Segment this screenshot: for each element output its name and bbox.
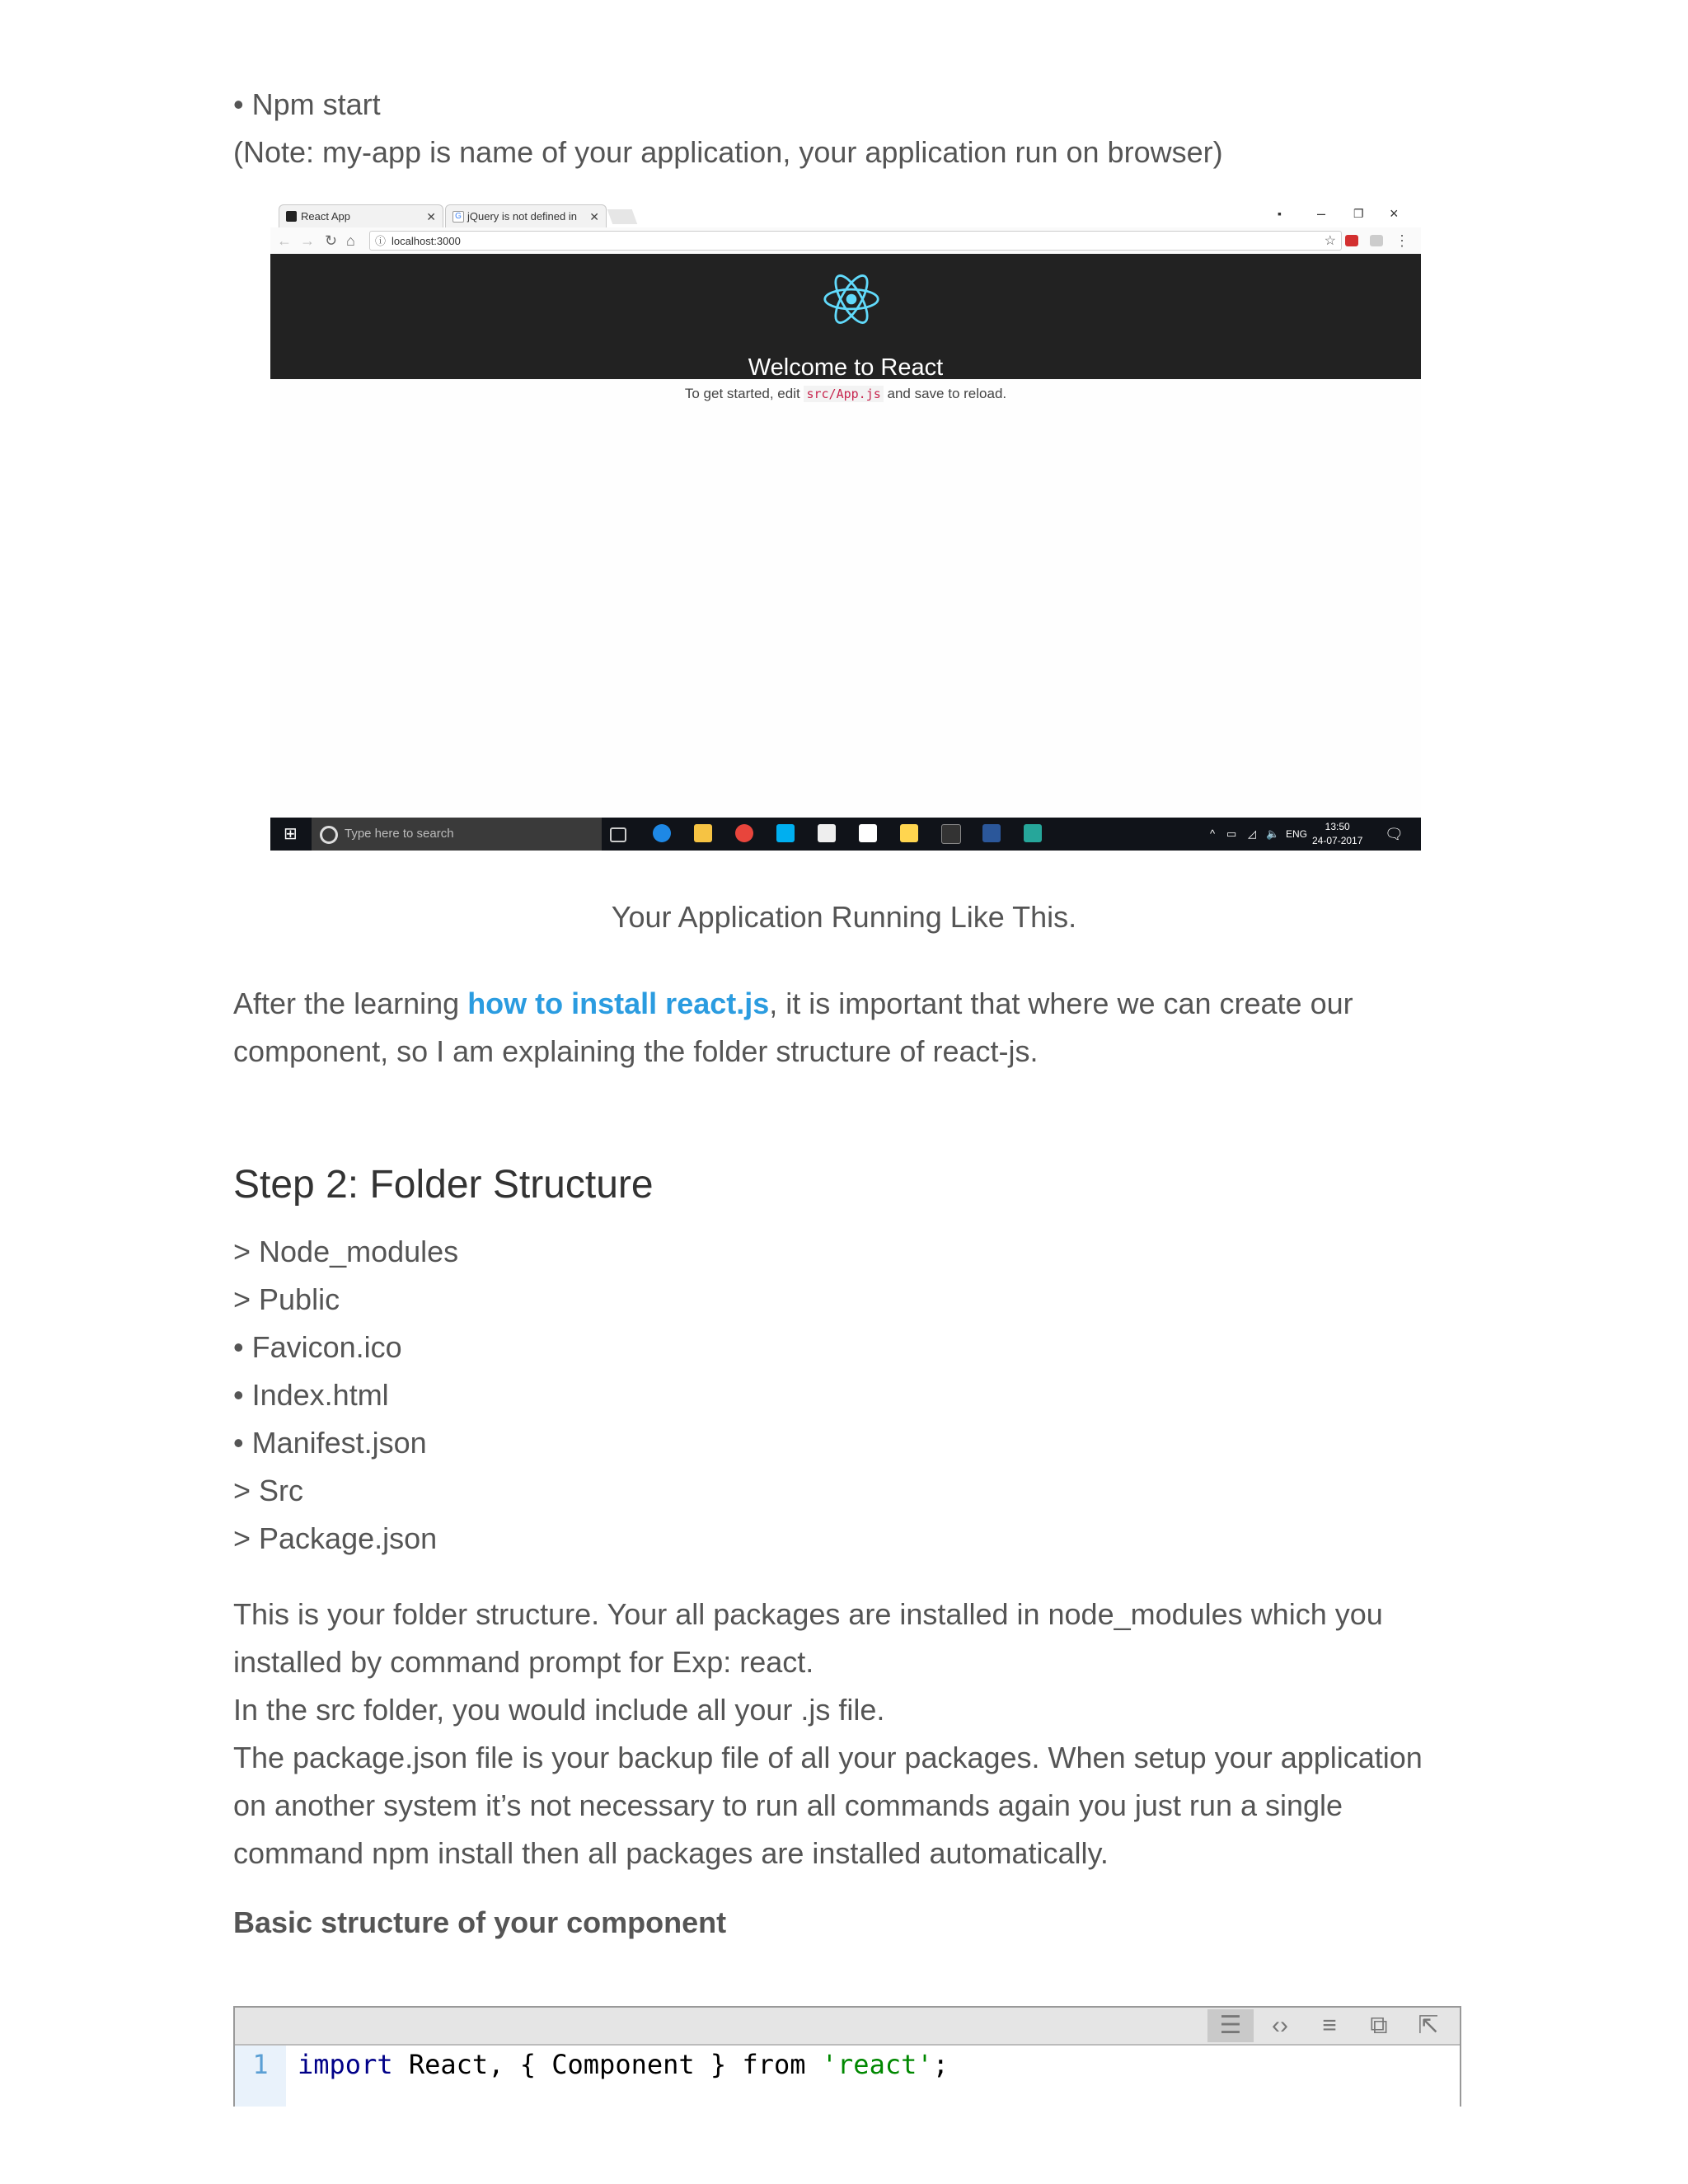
address-bar: [270, 227, 1421, 255]
screenshot-caption: Your Application Running Like This.: [611, 900, 1077, 934]
folder-item: > Node_modules: [233, 1235, 459, 1268]
clock-time: 13:50: [1325, 821, 1350, 832]
network-icon[interactable]: ▭: [1226, 827, 1237, 840]
react-favicon-icon: [286, 211, 297, 222]
code-token: from: [742, 2049, 806, 2080]
explanation-line: The package.json file is your backup file of all your packages. When setup your application on another system it’s not necessary to run all commands again you just run a single command npm install then all packages are installed automatically.: [233, 1741, 1423, 1870]
browser-tab-jquery[interactable]: [445, 204, 607, 227]
app-note: (Note: my-app is name of your application, your application run on browser): [233, 135, 1223, 169]
windows-start-icon[interactable]: ⊞: [284, 825, 298, 843]
wrap-lines-icon[interactable]: ≡: [1322, 2012, 1337, 2039]
minimize-icon[interactable]: –: [1317, 205, 1326, 222]
after-install-paragraph: [233, 980, 1453, 1076]
folder-item: > Public: [233, 1282, 340, 1316]
folder-item: > Package.json: [233, 1521, 438, 1555]
extension-icon[interactable]: [1370, 235, 1383, 246]
tab-title: React App: [301, 210, 350, 223]
copy-icon[interactable]: ⧉: [1370, 2012, 1388, 2039]
after-text-rest: , it is important that where we can create our component, so I am explaining the folder structure of react-js.: [233, 987, 1353, 1068]
intro-after: and save to reload.: [887, 386, 1007, 401]
npm-start-bullet: • Npm start: [233, 87, 381, 121]
browser-tab-bar: [270, 199, 1421, 227]
app-intro-text: [270, 386, 1421, 402]
google-favicon-icon: G: [452, 211, 464, 223]
mail-icon[interactable]: [859, 824, 877, 842]
cortana-icon: [320, 826, 338, 844]
info-icon: ⓘ: [375, 235, 387, 247]
close-icon[interactable]: ✕: [426, 210, 436, 223]
toggle-lines-icon[interactable]: ☰: [1207, 2009, 1254, 2042]
back-arrow-icon[interactable]: ←: [277, 232, 292, 249]
taskbar-search[interactable]: [312, 818, 602, 851]
close-icon[interactable]: ✕: [589, 210, 599, 223]
forward-arrow-icon[interactable]: →: [300, 232, 315, 249]
welcome-heading: Welcome to React: [748, 354, 944, 381]
reload-icon[interactable]: ↻: [325, 232, 338, 249]
tab-title: jQuery is not defined in: [467, 210, 577, 223]
folder-item: > Src: [233, 1474, 304, 1507]
browser-tab-react-app[interactable]: [279, 204, 443, 227]
line-number: 1: [235, 2046, 286, 2107]
store-icon[interactable]: [818, 824, 836, 842]
code-token: 'react': [821, 2049, 933, 2080]
code-toolbar: [235, 2008, 1460, 2046]
home-icon[interactable]: ⌂: [346, 232, 355, 249]
tray-chevron-icon[interactable]: ^: [1210, 827, 1216, 840]
file-explorer-icon[interactable]: [694, 824, 712, 842]
code-token: import: [298, 2049, 393, 2080]
wifi-icon[interactable]: ◿: [1248, 827, 1256, 840]
step2-heading: Step 2: Folder Structure: [233, 1163, 654, 1207]
clock-date: 24-07-2017: [1312, 835, 1363, 846]
taskbar-clock[interactable]: [1312, 820, 1362, 848]
folder-item: • Favicon.ico: [233, 1330, 402, 1364]
react-app-header: [270, 254, 1421, 379]
word-icon[interactable]: [982, 824, 1001, 842]
skype-icon[interactable]: [776, 824, 795, 842]
react-logo-icon: [823, 270, 880, 328]
bookmark-star-icon[interactable]: ☆: [1324, 234, 1336, 248]
folder-explanation: [233, 1591, 1453, 1877]
code-token: React, { Component }: [392, 2049, 743, 2080]
sticky-notes-icon[interactable]: [900, 824, 918, 842]
view-source-icon[interactable]: ‹›: [1272, 2012, 1288, 2039]
after-text-before: After the learning: [233, 987, 460, 1020]
code-block: [233, 2006, 1461, 2107]
notifications-icon[interactable]: 🗨: [1385, 826, 1404, 842]
explanation-line: This is your folder structure. Your all packages are installed in node_modules which you installed by command prompt for Exp: react.: [233, 1597, 1383, 1679]
intro-before: To get started, edit: [684, 386, 800, 401]
extension-icon[interactable]: [1345, 235, 1358, 246]
browser-screenshot: [270, 199, 1421, 851]
folder-item: • Manifest.json: [233, 1426, 427, 1460]
code-line: [298, 2046, 949, 2083]
folder-item: • Index.html: [233, 1378, 389, 1412]
code-token: ;: [932, 2049, 949, 2080]
basic-structure-heading: Basic structure of your component: [233, 1905, 727, 1939]
app-icon[interactable]: [1024, 824, 1042, 842]
menu-kebab-icon[interactable]: ⋮: [1395, 232, 1409, 249]
volume-icon[interactable]: 🔈: [1266, 827, 1280, 840]
open-new-window-icon[interactable]: ⇱: [1418, 2012, 1439, 2039]
terminal-icon[interactable]: [941, 824, 961, 844]
install-react-link[interactable]: how to install react.js: [467, 987, 770, 1020]
language-indicator[interactable]: ENG: [1286, 828, 1308, 840]
windows-taskbar: [270, 818, 1421, 851]
download-icon[interactable]: ▪: [1278, 207, 1282, 220]
task-view-icon[interactable]: [610, 827, 626, 842]
chrome-icon[interactable]: [735, 824, 753, 842]
intro-code: src/App.js: [804, 386, 883, 402]
url-text: localhost:3000: [392, 235, 461, 247]
new-tab-button[interactable]: [607, 209, 638, 224]
restore-icon[interactable]: ❐: [1353, 207, 1364, 220]
url-input[interactable]: [369, 231, 1342, 251]
close-window-icon[interactable]: ×: [1390, 205, 1399, 222]
edge-icon[interactable]: [653, 824, 671, 842]
taskbar-search-placeholder: Type here to search: [345, 827, 454, 841]
explanation-line: In the src folder, you would include all your .js file.: [233, 1693, 885, 1727]
